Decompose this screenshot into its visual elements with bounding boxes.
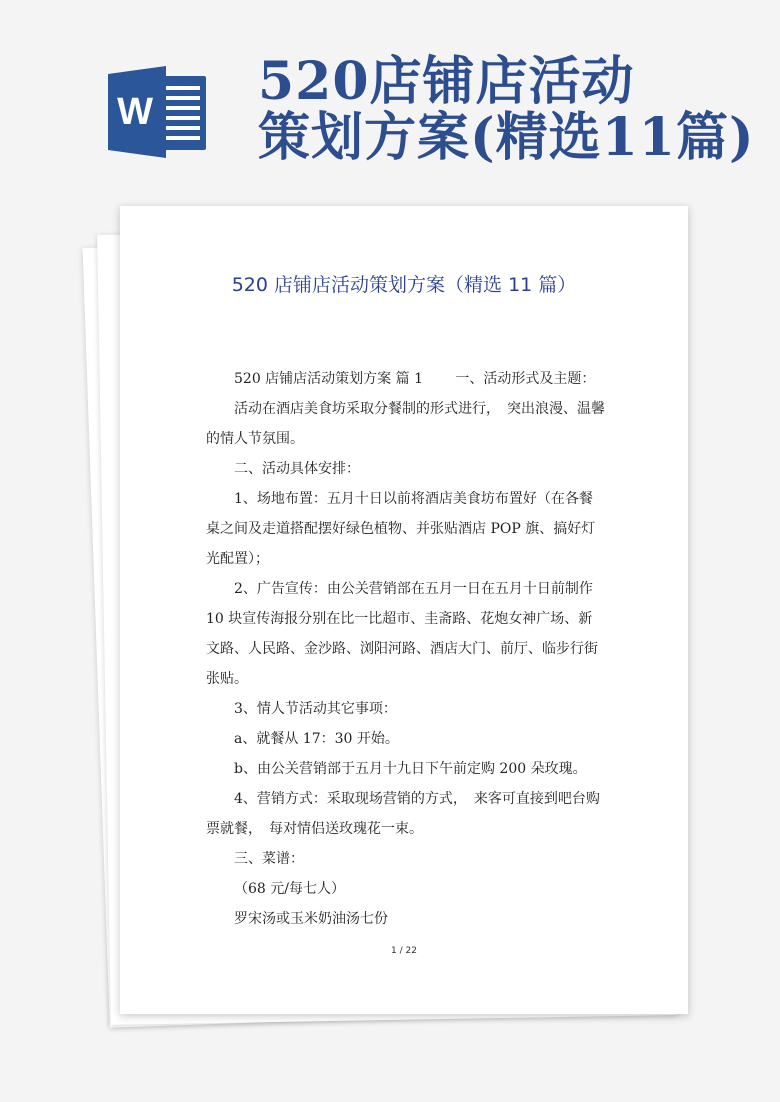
paragraph: 3、情人节活动其它事项： — [234, 701, 397, 717]
cover-title — [258, 51, 768, 168]
document-body — [206, 364, 606, 934]
cover-title-line2: 策划方案(精选11篇) — [258, 107, 755, 168]
paragraph: （68 元/每七人） — [234, 881, 345, 897]
document-heading: 520 店铺店活动策划方案（精选 11 篇） — [231, 274, 577, 296]
paragraph: 罗宋汤或玉米奶油汤七份 — [234, 911, 388, 927]
paragraph: a、就餐从 17：30 开始。 — [234, 731, 399, 747]
paragraph: 三、菜谱： — [234, 851, 304, 867]
paragraph: 4、营销方式：采取现场营销的方式， 来客可直接到吧台购票就餐， 每对情侣送玫瑰花一束。 — [206, 791, 600, 837]
paragraph: 520 店铺店活动策划方案 篇 1 一、活动形式及主题： — [234, 371, 596, 387]
paragraph: 二、活动具体安排： — [234, 461, 360, 477]
document-page — [120, 206, 688, 1014]
page-number: 1 / 22 — [391, 946, 417, 956]
word-document-icon — [108, 66, 208, 158]
paragraph: b、由公关营销部于五月十九日下午前定购 200 朵玫瑰。 — [234, 761, 587, 777]
paragraph: 活动在酒店美食坊采取分餐制的形式进行， 突出浪漫、温馨的情人节氛围。 — [206, 401, 605, 447]
cover-title-line1: 520店铺店活动 — [258, 51, 635, 112]
paragraph: 1、场地布置：五月十日以前将酒店美食坊布置好（在各餐桌之间及走道搭配摆好绿色植物、并张贴酒店 POP 旗、搞好灯光配置）； — [206, 491, 596, 567]
word-logo-letter: W — [117, 91, 153, 133]
paragraph: 2、广告宣传：由公关营销部在五月一日在五月十日前制作 10 块宣传海报分别在比一比超市、圭斋路、花炮女神广场、新文路、人民路、金沙路、浏阳河路、酒店大门、前厅、临步行街张贴。 — [206, 581, 598, 687]
